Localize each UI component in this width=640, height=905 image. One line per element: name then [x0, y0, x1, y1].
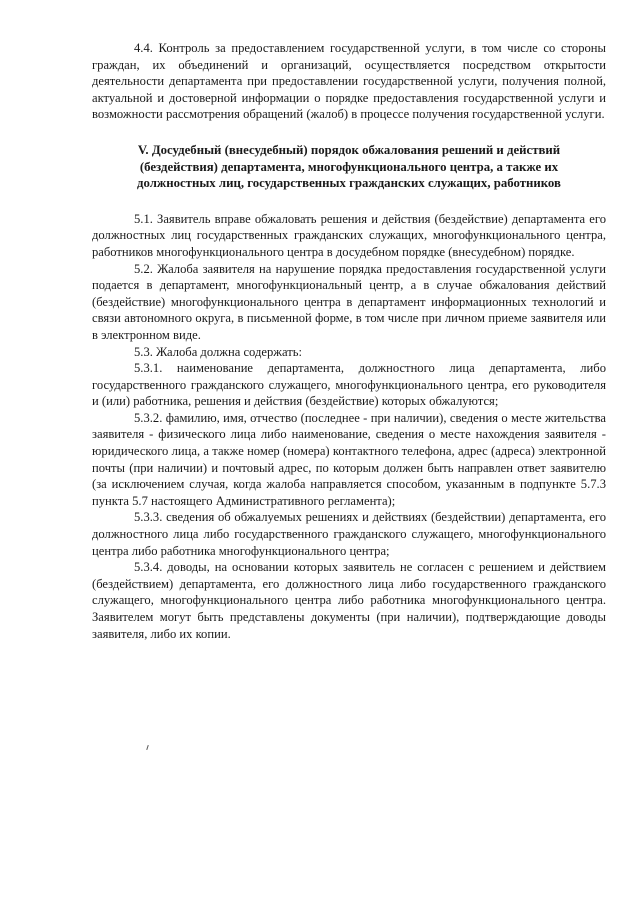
- paragraph-5-3-3: 5.3.3. сведения об обжалуемых решениях и действиях (бездействии) департамента, его должностного лица либо государственного гражданского служащего, многофункционального центра либо работника многофункционального центра;: [92, 510, 606, 558]
- paragraph-5-2: 5.2. Жалоба заявителя на нарушение порядка предоставления государственной услуги подается в департамент, многофункциональный центр, а в случае обжалования действий (бездействие) многофункционального центра в департамент информационных технологий и связи автономного округа, в письменной форме, в том числе при личном приеме заявителя или в электронном виде.: [92, 261, 606, 342]
- document-page: [92, 40, 606, 642]
- paragraph-5-3-2: 5.3.2. фамилию, имя, отчество (последнее - при наличии), сведения о месте жительства заявителя - физического лица либо наименование, сведения о месте нахождения заявителя - юридического лица, а также номер (номера) контактного телефона, адрес (адреса) электронной почты (при наличии) и почтовый адрес, по которым должен быть направлен ответ заявителю (за исключением случая, когда жалоба направляется способом, указанным в подпункте 5.7.3 пункта 5.7 настоящего Административного регламента);: [92, 410, 606, 508]
- paragraph-5-1: 5.1. Заявитель вправе обжаловать решения и действия (бездействие) департамента его должностных лиц государственных гражданских служащих, многофункционального центра, работников многофункционального центра в досудебном порядке (внесудебном) порядке.: [92, 211, 606, 259]
- paragraph-4-4: 4.4. Контроль за предоставлением государственной услуги, в том числе со стороны граждан, их объединений и организаций, осуществляется посредством открытости деятельности департамента при предоставлении государственной услуги, получения полной, актуальной и достоверной информации о порядке предоставления государственной услуги и возможности рассмотрения обращений (жалоб) в процессе получения государственной услуги.: [92, 41, 606, 122]
- scan-artifact-mark: [146, 745, 148, 750]
- paragraph-5-3-4: 5.3.4. доводы, на основании которых заявитель не согласен с решением и действием (бездействием) департамента, его должностного лица либо государственного гражданского служащего, многофункционального центра либо работника многофункционального центра. Заявителем могут быть представлены документы (при наличии), подтверждающие доводы заявителя, либо их копии.: [92, 560, 606, 641]
- paragraph-5-3: 5.3. Жалоба должна содержать:: [134, 344, 302, 359]
- paragraph-5-3-1: 5.3.1. наименование департамента, должностного лица департамента, либо государственного гражданского служащего, многофункционального центра, его руководителя и (или) работника, решения и действия (бездействие) которых обжалуются;: [92, 361, 606, 409]
- section-heading: V. Досудебный (внесудебный) порядок обжалования решений и действий (бездействия) департамента, многофункционального центра, а также их должностных лиц, государственных гражданских служащих, работников: [137, 142, 561, 191]
